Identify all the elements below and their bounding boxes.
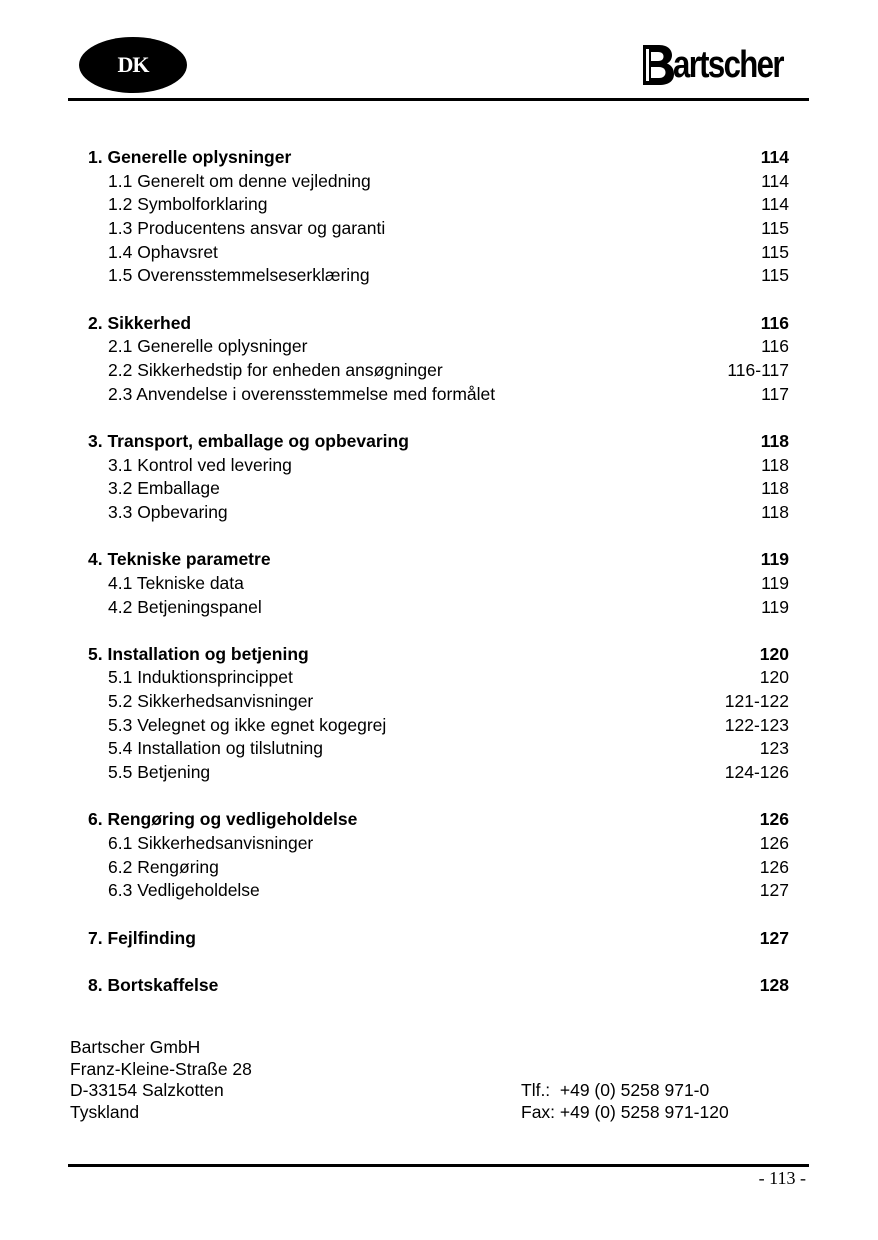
page-number: - 113 - bbox=[758, 1168, 806, 1188]
language-badge bbox=[79, 37, 187, 93]
toc-section bbox=[88, 974, 789, 998]
toc-entry bbox=[88, 737, 789, 761]
header-rule bbox=[68, 98, 809, 101]
toc-entry-title: 5.1 Induktionsprincippet bbox=[108, 667, 293, 688]
country: Tyskland bbox=[70, 1101, 140, 1122]
language-code: DK bbox=[117, 52, 149, 77]
toc-entry-page: 117 bbox=[761, 383, 789, 404]
toc-entry-title: 6.2 Rengøring bbox=[108, 856, 219, 877]
toc-entry-page: 115 bbox=[761, 241, 789, 262]
toc-entry bbox=[88, 335, 789, 359]
toc-heading-title: 6. Rengøring og vedligeholdelse bbox=[88, 809, 358, 830]
toc-entry-title: 4.1 Tekniske data bbox=[108, 572, 244, 593]
toc-entry-page: 118 bbox=[761, 501, 789, 522]
company-contact bbox=[521, 1080, 729, 1123]
toc-section bbox=[88, 548, 789, 619]
toc-entry-title: 2.1 Generelle oplysninger bbox=[108, 336, 308, 357]
toc-entry-title: 5.5 Betjening bbox=[108, 762, 211, 783]
toc-entry-page: 115 bbox=[761, 218, 789, 239]
toc-heading bbox=[88, 927, 789, 951]
footer-rule bbox=[68, 1164, 809, 1167]
toc-heading-title: 7. Fejlfinding bbox=[88, 927, 196, 948]
toc-entry-page: 119 bbox=[761, 572, 789, 593]
toc-entry-title: 3.2 Emballage bbox=[108, 478, 220, 499]
toc-entry-page: 118 bbox=[761, 478, 789, 499]
toc-entry-page: 121-122 bbox=[724, 691, 789, 712]
toc-entry-page: 116-117 bbox=[727, 360, 789, 380]
toc-heading-title: 1. Generelle oplysninger bbox=[88, 147, 292, 167]
toc-entry bbox=[88, 690, 789, 714]
toc-entry-page: 126 bbox=[759, 856, 789, 877]
toc-entry bbox=[88, 572, 789, 596]
toc-entry bbox=[88, 193, 789, 217]
toc-entry-page: 124-126 bbox=[724, 762, 789, 783]
toc-entry bbox=[88, 879, 789, 903]
toc-entry bbox=[88, 501, 789, 525]
toc-section bbox=[88, 430, 789, 525]
toc-entry bbox=[88, 832, 789, 856]
brand-wordmark: artscher bbox=[673, 44, 783, 86]
toc-entry-page: 115 bbox=[761, 265, 789, 286]
fax: Fax: +49 (0) 5258 971-120 bbox=[521, 1101, 729, 1122]
toc-entry bbox=[88, 666, 789, 690]
phone: Tlf.: +49 (0) 5258 971-0 bbox=[521, 1080, 710, 1100]
city: D-33154 Salzkotten bbox=[70, 1080, 224, 1100]
toc-entry bbox=[88, 383, 789, 407]
toc-entry-title: 2.2 Sikkerhedstip for enheden ansøgninger bbox=[108, 360, 443, 380]
toc-entry-title: 6.1 Sikkerhedsanvisninger bbox=[108, 833, 314, 853]
toc-entry bbox=[88, 359, 789, 383]
toc-entry bbox=[88, 477, 789, 501]
toc-section bbox=[88, 643, 789, 785]
toc-entry-title: 5.4 Installation og tilslutning bbox=[108, 738, 323, 759]
toc-entry-title: 1.4 Ophavsret bbox=[108, 241, 218, 262]
toc-heading-page: 120 bbox=[759, 643, 789, 664]
toc-entry-title: 4.2 Betjeningspanel bbox=[108, 596, 262, 617]
toc-entry-title: 5.2 Sikkerhedsanvisninger bbox=[108, 691, 314, 712]
toc-heading-title: 4. Tekniske parametre bbox=[88, 549, 271, 570]
toc-heading bbox=[88, 643, 789, 667]
toc-entry-title: 2.3 Anvendelse i overensstemmelse med formålet bbox=[108, 383, 496, 404]
toc-heading-page: 116 bbox=[760, 312, 789, 333]
toc-section bbox=[88, 927, 789, 951]
toc-entry-page: 122-123 bbox=[724, 714, 789, 735]
toc-entry-page: 116 bbox=[761, 336, 789, 357]
toc-entry bbox=[88, 856, 789, 880]
toc-heading bbox=[88, 312, 789, 336]
toc-entry-page: 126 bbox=[759, 833, 789, 853]
toc-heading bbox=[88, 430, 789, 454]
toc-heading bbox=[88, 548, 789, 572]
toc-section bbox=[88, 808, 789, 903]
toc-heading-page: 114 bbox=[760, 147, 789, 167]
toc-heading-page: 128 bbox=[759, 974, 789, 995]
toc-heading-title: 2. Sikkerhed bbox=[88, 312, 192, 333]
toc-heading-page: 119 bbox=[760, 549, 789, 570]
toc-entry-title: 1.3 Producentens ansvar og garanti bbox=[108, 218, 386, 239]
bartscher-logo bbox=[641, 40, 807, 90]
toc-heading-page: 126 bbox=[759, 809, 789, 830]
toc-heading bbox=[88, 974, 789, 998]
toc-entry-title: 1.5 Overensstemmelseserklæring bbox=[108, 265, 370, 286]
logo-b-icon bbox=[641, 43, 675, 87]
toc-entry bbox=[88, 264, 789, 288]
toc-entry-title: 3.1 Kontrol ved levering bbox=[108, 454, 292, 475]
toc-heading-page: 118 bbox=[760, 430, 789, 451]
toc-heading-title: 3. Transport, emballage og opbevaring bbox=[88, 430, 409, 451]
toc-entry-page: 114 bbox=[761, 194, 789, 215]
toc-entry-title: 6.3 Vedligeholdelse bbox=[108, 880, 260, 901]
company-address bbox=[70, 1037, 252, 1123]
toc-entry bbox=[88, 217, 789, 241]
toc-section bbox=[88, 146, 789, 288]
table-of-contents bbox=[88, 146, 789, 1021]
toc-entry-page: 118 bbox=[761, 454, 789, 475]
toc-entry bbox=[88, 454, 789, 478]
toc-entry-title: 1.2 Symbolforklaring bbox=[108, 194, 268, 215]
toc-heading bbox=[88, 146, 789, 170]
toc-entry bbox=[88, 761, 789, 785]
toc-entry-page: 120 bbox=[759, 667, 789, 688]
toc-entry bbox=[88, 170, 789, 194]
toc-entry-title: 3.3 Opbevaring bbox=[108, 501, 228, 522]
toc-heading-title: 8. Bortskaffelse bbox=[88, 974, 219, 995]
toc-heading bbox=[88, 808, 789, 832]
toc-entry bbox=[88, 596, 789, 620]
toc-entry-title: 1.1 Generelt om denne vejledning bbox=[108, 170, 371, 191]
toc-entry-page: 119 bbox=[761, 596, 789, 617]
company-name: Bartscher GmbH bbox=[70, 1037, 201, 1057]
toc-entry-title: 5.3 Velegnet og ikke egnet kogegrej bbox=[108, 714, 387, 735]
toc-entry-page: 114 bbox=[761, 170, 789, 191]
toc-entry-page: 123 bbox=[759, 738, 789, 759]
toc-heading-page: 127 bbox=[759, 927, 789, 948]
toc-entry bbox=[88, 714, 789, 738]
toc-entry-page: 127 bbox=[759, 880, 789, 901]
toc-entry bbox=[88, 241, 789, 265]
toc-section bbox=[88, 312, 789, 407]
street: Franz-Kleine-Straße 28 bbox=[70, 1058, 252, 1079]
toc-heading-title: 5. Installation og betjening bbox=[88, 643, 309, 664]
